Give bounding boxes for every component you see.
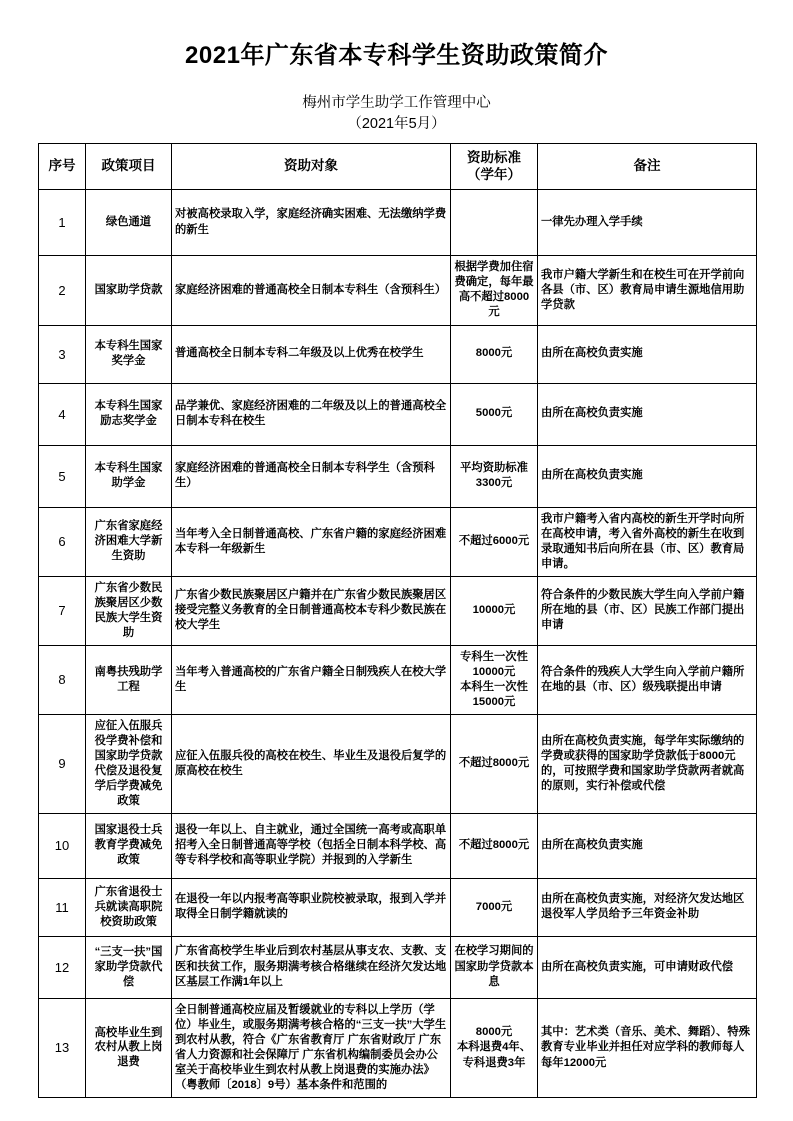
cell-object: 品学兼优、家庭经济困难的二年级及以上的普通高校全日制本专科在校生 xyxy=(172,383,451,445)
cell-standard: 7000元 xyxy=(451,878,538,936)
cell-object: 普通高校全日制本专科二年级及以上优秀在校学生 xyxy=(172,325,451,383)
cell-item: 国家退役士兵教育学费减免政策 xyxy=(86,813,172,878)
cell-no: 4 xyxy=(39,383,86,445)
cell-note: 由所在高校负责实施 xyxy=(538,383,757,445)
cell-no: 9 xyxy=(39,715,86,813)
cell-item: 广东省退役士兵就读高职院校资助政策 xyxy=(86,878,172,936)
policy-table-container xyxy=(38,143,756,1098)
table-row xyxy=(39,445,757,507)
table-row xyxy=(39,325,757,383)
cell-no: 11 xyxy=(39,878,86,936)
table-header-row xyxy=(39,144,757,190)
cell-object: 退役一年以上、自主就业，通过全国统一高考或高职单招考入全日制普通高等学校（包括全日制本科学校、高等专科学校和高等职业学院）并报到的入学新生 xyxy=(172,813,451,878)
cell-object: 当年考入普通高校的广东省户籍全日制残疾人在校大学生 xyxy=(172,645,451,715)
cell-no: 5 xyxy=(39,445,86,507)
column-header-standard-line1: 资助标准 xyxy=(467,149,521,165)
cell-no: 10 xyxy=(39,813,86,878)
cell-item: 高校毕业生到农村从教上岗退费 xyxy=(86,998,172,1098)
table-row xyxy=(39,878,757,936)
table-row xyxy=(39,813,757,878)
cell-no: 6 xyxy=(39,507,86,577)
cell-note: 由所在高校负责实施，可申请财政代偿 xyxy=(538,936,757,998)
cell-object: 当年考入全日制普通高校、广东省户籍的家庭经济困难本专科一年级新生 xyxy=(172,507,451,577)
cell-note: 由所在高校负责实施 xyxy=(538,445,757,507)
cell-no: 8 xyxy=(39,645,86,715)
table-row xyxy=(39,190,757,256)
cell-item: 应征入伍服兵役学费补偿和国家助学贷款代偿及退役复学后学费减免政策 xyxy=(86,715,172,813)
cell-note: 其中：艺术类（音乐、美术、舞蹈）、特殊教育专业毕业并担任对应学科的教师每人每年12000元 xyxy=(538,998,757,1098)
cell-no: 7 xyxy=(39,577,86,646)
cell-object: 家庭经济困难的普通高校全日制本专科学生（含预科生） xyxy=(172,445,451,507)
cell-standard: 8000元 xyxy=(451,325,538,383)
table-row xyxy=(39,715,757,813)
cell-object: 应征入伍服兵役的高校在校生、毕业生及退役后复学的原高校在校生 xyxy=(172,715,451,813)
cell-item: 本专科生国家助学金 xyxy=(86,445,172,507)
cell-note: 由所在高校负责实施 xyxy=(538,325,757,383)
table-row xyxy=(39,936,757,998)
cell-object: 广东省高校学生毕业后到农村基层从事支农、支教、支医和扶贫工作，服务期满考核合格继续在经济欠发达地区基层工作满1年以上 xyxy=(172,936,451,998)
cell-note: 符合条件的残疾人大学生向入学前户籍所在地的县（市、区）级残联提出申请 xyxy=(538,645,757,715)
cell-standard: 平均资助标准3300元 xyxy=(451,445,538,507)
document-date: （2021年5月） xyxy=(347,115,446,132)
table-row xyxy=(39,383,757,445)
cell-object: 在退役一年以内报考高等职业院校被录取，报到入学并取得全日制学籍就读的 xyxy=(172,878,451,936)
cell-no: 13 xyxy=(39,998,86,1098)
cell-standard: 10000元 xyxy=(451,577,538,646)
table-row xyxy=(39,256,757,326)
column-header-standard xyxy=(451,144,538,190)
cell-item: 南粤扶残助学工程 xyxy=(86,645,172,715)
cell-object: 广东省少数民族聚居区户籍并在广东省少数民族聚居区接受完整义务教育的全日制普通高校本专科少数民族在校大学生 xyxy=(172,577,451,646)
cell-object: 家庭经济困难的普通高校全日制本专科生（含预科生） xyxy=(172,256,451,326)
cell-item: 广东省家庭经济困难大学新生资助 xyxy=(86,507,172,577)
cell-note: 由所在高校负责实施，对经济欠发达地区退役军人学员给予三年资金补助 xyxy=(538,878,757,936)
column-header-no: 序号 xyxy=(39,144,86,190)
cell-object: 对被高校录取入学，家庭经济确实困难、无法缴纳学费的新生 xyxy=(172,190,451,256)
column-header-standard-line2: （学年） xyxy=(467,166,521,182)
table-header xyxy=(39,144,757,190)
table-row xyxy=(39,507,757,577)
cell-note: 由所在高校负责实施，每学年实际缴纳的学费或获得的国家助学贷款低于8000元的，可按照学费和国家助学贷款两者就高的原则，实行补偿或代偿 xyxy=(538,715,757,813)
column-header-object: 资助对象 xyxy=(172,144,451,190)
policy-table xyxy=(38,143,757,1098)
cell-item: 本专科生国家奖学金 xyxy=(86,325,172,383)
cell-standard: 不超过8000元 xyxy=(451,813,538,878)
cell-standard: 不超过8000元 xyxy=(451,715,538,813)
cell-item: 本专科生国家励志奖学金 xyxy=(86,383,172,445)
cell-item: 广东省少数民族聚居区少数民族大学生资助 xyxy=(86,577,172,646)
cell-item: 国家助学贷款 xyxy=(86,256,172,326)
table-row xyxy=(39,998,757,1098)
column-header-note: 备注 xyxy=(538,144,757,190)
cell-note: 我市户籍考入省内高校的新生开学时向所在高校申请，考入省外高校的新生在收到录取通知书后向所在县（市、区）教育局申请。 xyxy=(538,507,757,577)
cell-standard xyxy=(451,190,538,256)
column-header-item: 政策项目 xyxy=(86,144,172,190)
cell-standard: 在校学习期间的国家助学贷款本息 xyxy=(451,936,538,998)
cell-note: 一律先办理入学手续 xyxy=(538,190,757,256)
cell-standard: 专科生一次性10000元 本科生一次性15000元 xyxy=(451,645,538,715)
cell-no: 1 xyxy=(39,190,86,256)
cell-note: 由所在高校负责实施 xyxy=(538,813,757,878)
table-row xyxy=(39,645,757,715)
cell-note: 我市户籍大学新生和在校生可在开学前向各县（市、区）教育局申请生源地信用助学贷款 xyxy=(538,256,757,326)
cell-object: 全日制普通高校应届及暂缓就业的专科以上学历（学位）毕业生，或服务期满考核合格的“三支一扶”大学生到农村从教，符合《广东省教育厅 广东省财政厅 广东省人力资源和社会保障厅 广东省机构编制委员会办公室关于高校毕业生到农村从教上岗退费的实施办法》（粤教师〔2018〕9号）基本条件和范围的 xyxy=(172,998,451,1098)
cell-no: 3 xyxy=(39,325,86,383)
page-title: 2021年广东省本专科学生资助政策简介 xyxy=(185,42,608,69)
cell-item: 绿色通道 xyxy=(86,190,172,256)
table-body xyxy=(39,190,757,1098)
cell-item: “三支一扶”国家助学贷款代偿 xyxy=(86,936,172,998)
table-row xyxy=(39,577,757,646)
cell-standard: 根据学费加住宿费确定，每年最高不超过8000元 xyxy=(451,256,538,326)
cell-no: 12 xyxy=(39,936,86,998)
cell-standard: 8000元 本科退费4年、专科退费3年 xyxy=(451,998,538,1098)
document-issuer: 梅州市学生助学工作管理中心 xyxy=(302,94,491,111)
cell-standard: 不超过6000元 xyxy=(451,507,538,577)
cell-no: 2 xyxy=(39,256,86,326)
cell-standard: 5000元 xyxy=(451,383,538,445)
cell-note: 符合条件的少数民族大学生向入学前户籍所在地的县（市、区）民族工作部门提出申请 xyxy=(538,577,757,646)
